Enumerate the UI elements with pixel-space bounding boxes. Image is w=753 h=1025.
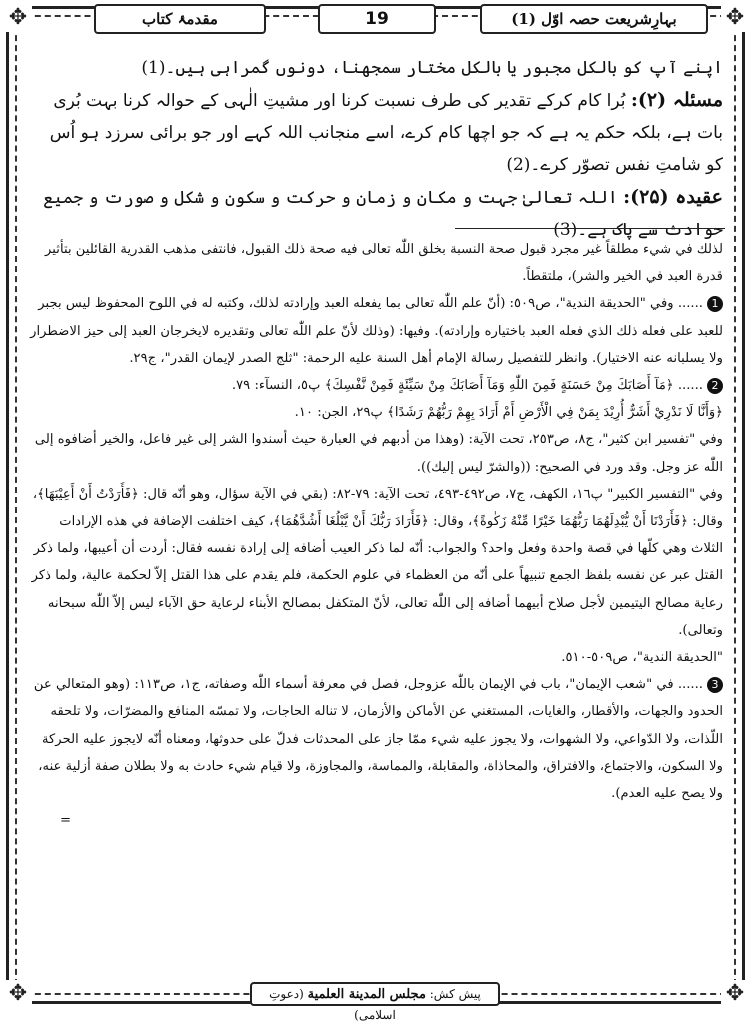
footnote-2 [30,372,723,399]
urdu-main-text [30,52,723,246]
footnote-1 [30,290,723,372]
footnote-2-text-a: ...... ﴿مَآ أَصَابَكَ مِنْ حَسَنَةٍ فَمِنَ اللّٰهِ وَمَآ أَصَابَكَ مِنْ سَيِّئَةٍ فَمِنْ نَّفْسِكَ﴾ پ٥، النسآء: ٧٩. [231,378,703,394]
footnote-2-text-b: ﴿وَأَنَّا لَا نَدْرِيْ أَشَرٌّ أُرِيْدَ بِمَنْ فِي الْأَرْضِ أَمْ أَرَادَ بِهِمْ رَبُّهُمْ رَشَدًا﴾ پ٢٩، الجن: ١٠. [294,405,723,421]
masala-label: مسئلہ (۲): [630,89,723,111]
footnote-3 [30,671,723,807]
footnote-marker-3: 3 [707,677,723,693]
corner-ornament-icon: ✥ [4,4,32,32]
urdu-line-1: اپنے آپ کو بالکل مجبور یا بالکل مختار سمجھنا، دونوں گمراہی ہیں۔(1) [141,58,723,78]
footer-org-sub: (دعوتِ اسلامی) [269,987,396,1022]
corner-ornament-icon: ✥ [721,4,749,32]
footnote-2-text-c: وفي "تفسير ابن كثير"، ج٨، ص٢٥٣، تحت الآية: (وهذا من أدبهم في العبارة حيث أسندوا الشر إلى غير فاعل، والخير أضافوه إلى اللّٰه عز وجل. وقد ورد في الصحيح: ((والشرّ ليس إليك)). [34,432,723,475]
footnote-separator [455,228,725,229]
publisher-footer [250,982,500,1022]
footnote-2-text-e: "الحديقة الندية"، ص٥٠٩-٥١٠. [561,650,723,666]
page-number: 19 [318,4,436,34]
footnotes [30,236,723,834]
footnote-1-text: ...... وفي "الحديقة الندية"، ص٥٠٩: (أنّ علم اللّٰه تعالى بما يفعله العبد وإرادته لذلك، وكتبه له في اللوح المحفوظ ليس بجبر للعبد على فعله ذلك الذي فعله العبد باختياره وإرادته). وفيها: (وذلك لأنّ علم اللّٰه تعالى وتقديره لايخرجان العبد إلى حيز الاضطرار ولا يسلبانه عنه الاختيار). وانظر للتفصيل رسالة الإمام أهل السنة عليه الرحمة: "ثلج الصدر لإيمان القدر"، ج٢٩. [30,296,723,366]
corner-ornament-icon: ✥ [721,980,749,1008]
footnote-intro: لذلك في شيء مطلقاً غير مجرد قبول صحة النسبة بخلق اللّٰه تعالى فيه صحة ذلك القبول، فانتفى مذهب القدرية القائلين بتأثير قدرة العبد في الخير والشر)، ملتقطاً. [45,242,723,285]
footnote-3-text: ...... في "شعب الإيمان"، باب في الإيمان باللّٰه عزوجل، فصل في معرفة أسماء اللّٰه وصفاته، ج١، ص١١٣: (وهو المتعالي عن الحدود والجهات، والأقطار، والغايات، المستغني عن الأماكن والأزمان، لا تناله الحاجات، ولا تمسّه المنافع والمضرّات، ولا تلحقه اللّذات، ولا الدّواعي، ولا الشهوات، ولا يجوز عليه شيء ممّا جاز على المحدثات فدلّ على حدوثها، ومعناه أنّه لايجوز عليه الحركة ولا السكون، والاجتماع، والافتراق، والمحاذاة، والمقابلة، والمماسة، والمجاوزة، ولا قيام شيء حادث به ولا بطلان صفة أزلية عنه، ولا يصح عليه العدم). [33,677,723,802]
footnote-marker-1: 1 [707,296,723,312]
footer-presented-by: پیش کش: [429,987,481,1001]
masala-text: بُرا کام کرکے تقدیر کی طرف نسبت کرنا اور مشیتِ الٰہی کے حوالہ کرنا بہت بُری بات ہے، بلکہ حکم یہ ہے کہ جو اچھا کام کرے، اسے منجانب اللہ کہے اور جو برائی سرزد ہو اُس کو شامتِ نفس تصوّر کرے۔(2) [49,91,723,175]
masala-paragraph [30,84,723,181]
aqeeda-text: اللہ تعالیٰ جہت و مکان و زمان و حرکت و سکون و شکل و صورت و جمیع حوادث سے پاک ہے۔(3) [43,188,723,240]
chapter-title: مقدمۂ کتاب [94,4,266,34]
footnote-2-text-d: وفي "التفسير الكبير" پ١٦، الكهف، ج٧، ص٤٩٢-٤٩٣، تحت الآية: ٧٩-٨٢: (بقي في الآية سؤال، وهو أنّه قال: ﴿فَأَرَدْتُ أَنْ أَعِيْبَهَا﴾، وقال: ﴿فَأَرَدْنَا أَنْ يُّبْدِلَهُمَا رَبُّهُمَا خَيْرًا مِّنْهُ زَكٰوةً﴾، وقال: ﴿فَأَرَادَ رَبُّكَ أَنْ يَّبْلُغَا أَشُدَّهُمَا﴾، كيف اختلفت الإضافة في هذه الإرادات الثلاث وهي كلّها في قصة واحدة وفعل واحد؟ والجواب: أنّه لما ذكر العيب أضافه إلى إرادة نفسه فقال: أردت أن أعيبها، ولما ذكر القتل عبر عن نفسه بلفظ الجمع تنبيهاً على أنّه من العظماء في علوم الحكمة، فلم يقدم على هذا القتل إلاّ لحكمة عالية، ولما ذكر رعاية مصالح اليتيمين لأجل صلاح أبيهما أضافه إلى اللّٰه تعالى، لأنّ المتكفل بمصالح الأبناء لرعاية حق الآباء ليس إلاّ اللّٰه سبحانه وتعالى). [31,486,723,638]
corner-ornament-icon: ✥ [4,980,32,1008]
book-title: بہارِشریعت حصہ اوّل (1) [480,4,708,34]
footnote-marker-2: 2 [707,378,723,394]
end-mark: = [60,813,72,829]
footer-org-name: مجلس المدينة العلمية [307,987,426,1002]
aqeeda-label: عقیدہ (۲۵): [623,186,723,208]
